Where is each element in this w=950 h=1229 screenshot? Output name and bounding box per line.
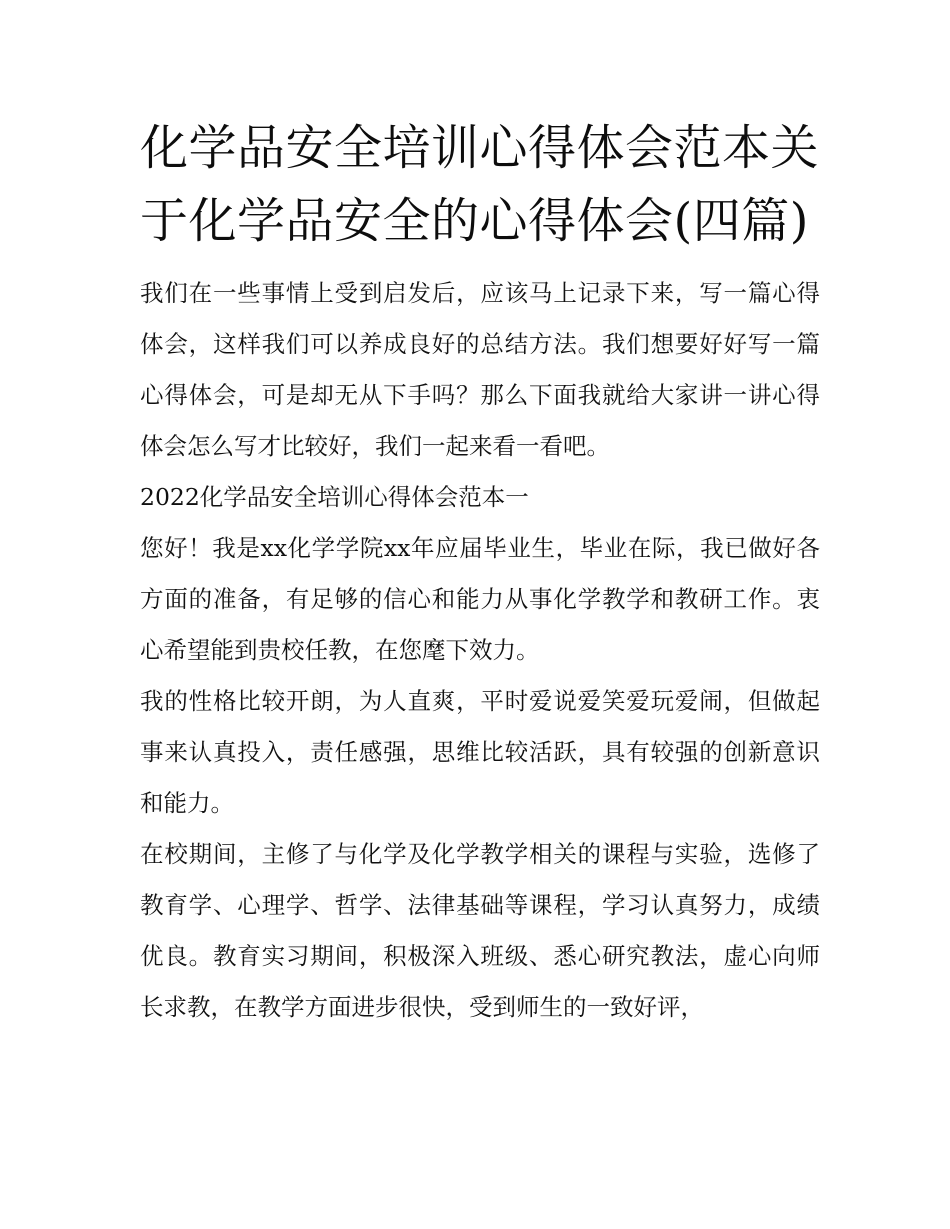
body-paragraph-study: 在校期间，主修了与化学及化学教学相关的课程与实验，选修了教育学、心理学、哲学、法律基础等课程，学习认真努力，成绩优良。教育实习期间，积极深入班级、悉心研究教法，虚心向师长求教，在教学方面进步很快，受到师生的一致好评， xyxy=(140,840,820,1021)
body-paragraph-personality: 我的性格比较开朗，为人直爽，平时爱说爱笑爱玩爱闹，但做起事来认真投入，责任感强，思维比较活跃，具有较强的创新意识和能力。 xyxy=(140,687,820,817)
section-heading: 2022化学品安全培训心得体会范本一 xyxy=(140,483,529,511)
document-title: 化学品安全培训心得体会范本关于化学品安全的心得体会(四篇) xyxy=(140,120,820,249)
intro-paragraph: 我们在一些事情上受到启发后，应该马上记录下来，写一篇心得体会，这样我们可以养成良好的总结方法。我们想要好好写一篇心得体会，可是却无从下手吗？那么下面我就给大家讲一讲心得体会怎么写才比较好，我们一起来看一看吧。 xyxy=(140,279,820,460)
body-paragraph-greeting: 您好！我是xx化学学院xx年应届毕业生，毕业在际，我已做好各方面的准备，有足够的信心和能力从事化学教学和教研工作。衷心希望能到贵校任教，在您麾下效力。 xyxy=(140,534,820,664)
document-page xyxy=(140,112,820,1033)
